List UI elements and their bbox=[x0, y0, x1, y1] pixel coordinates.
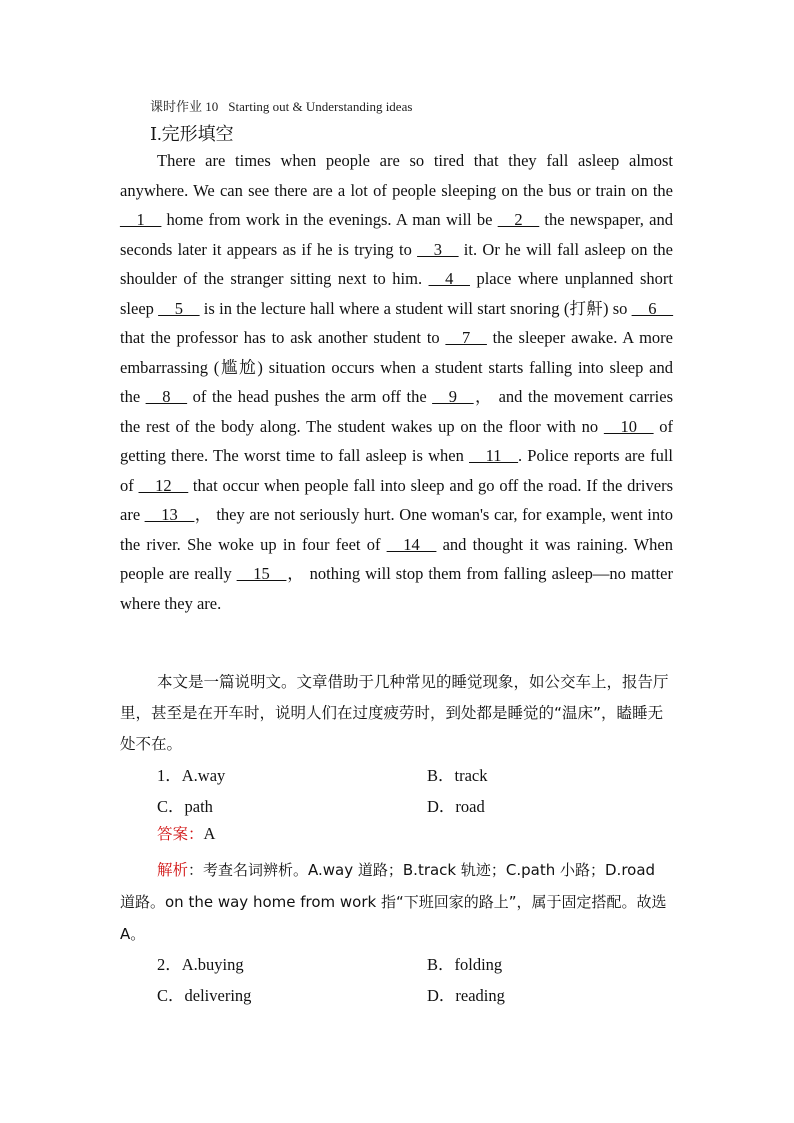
answer-line bbox=[157, 822, 215, 844]
q2-option-a[interactable]: 2．A.buying bbox=[157, 955, 244, 974]
cloze-blank[interactable]: __2__ bbox=[497, 210, 540, 229]
passage-text: and thought it was raining. When people are really bbox=[120, 534, 673, 583]
cloze-blank[interactable]: __5__ bbox=[158, 298, 200, 318]
cloze-blank[interactable]: __1__ bbox=[120, 210, 162, 229]
passage-text: of getting there. The worst time to fall asleep is when bbox=[120, 416, 673, 465]
passage-text: it. Or he will fall asleep on the shoulder of the stranger sitting next to him. bbox=[120, 239, 673, 288]
cloze-blank[interactable]: __12__ bbox=[138, 475, 189, 495]
q2-option-b[interactable]: B．folding bbox=[427, 955, 503, 974]
lesson-label: 课时作业 10 bbox=[150, 99, 219, 114]
q2-option-c[interactable]: C．delivering bbox=[157, 986, 252, 1005]
cloze-blank[interactable]: __7__ bbox=[445, 328, 487, 347]
passage-text: ， and the movement carries the rest of the body along. The student wakes up on the floor with no bbox=[120, 387, 673, 436]
passage-text: that the professor has to ask another student to bbox=[120, 328, 446, 347]
q1-option-d[interactable]: D．road bbox=[427, 797, 485, 816]
explanation-text: ：考查名词辨析。A.way 道路；B.track 轨迹；C.path 小路；D.road 道路。on the way home from work 指“下班回家的路上”，属于固定搭配。故选 A。 bbox=[120, 861, 667, 943]
q1-option-a[interactable]: 1．A.way bbox=[157, 766, 226, 785]
passage-text: that occur when people fall into sleep and go off the road. If the drivers are bbox=[120, 475, 673, 524]
cloze-blank[interactable]: __11__ bbox=[469, 446, 518, 465]
passage-text: the sleeper awake. A more embarrassing (尴尬) situation occurs when a student starts falling into sleep and the bbox=[120, 328, 673, 406]
passage-text: ， nothing will stop them from falling asleep—no matter where they are. bbox=[120, 564, 673, 613]
passage-text: There are times when people are so tired that they fall asleep almost anywhere. We can see there are a lot of people sleeping on the bus or train on the bbox=[120, 151, 673, 200]
answer-value: A bbox=[203, 824, 216, 843]
passage-text: ， they are not seriously hurt. One woman's car, for example, went into the river. She woke up in four feet of bbox=[120, 505, 673, 554]
passage-text: the newspaper, and seconds later it appears as if he is trying to bbox=[120, 210, 674, 259]
passage-paragraph bbox=[120, 146, 673, 618]
passage-text: . Police reports are full of bbox=[120, 446, 673, 495]
cloze-blank[interactable]: __13__ bbox=[144, 505, 195, 524]
cloze-blank[interactable]: __9__ bbox=[432, 387, 474, 406]
page-header bbox=[150, 96, 412, 115]
summary-text: 本文是一篇说明文。文章借助于几种常见的睡觉现象，如公交车上，报告厅里，甚至是在开车时，说明人们在过度疲劳时，到处都是睡觉的“温床”，瞌睡无处不在。 bbox=[120, 673, 669, 753]
cloze-blank[interactable]: __14__ bbox=[386, 534, 437, 554]
cloze-passage bbox=[120, 146, 673, 618]
cloze-blank[interactable]: __3__ bbox=[417, 239, 459, 259]
section-title: Ⅰ.完形填空 bbox=[150, 124, 234, 144]
explanation bbox=[120, 854, 673, 950]
explanation-label: 解析 bbox=[157, 861, 189, 879]
passage-text: is in the lecture hall where a student will start snoring (打鼾) so bbox=[199, 298, 632, 318]
cloze-blank[interactable]: __8__ bbox=[145, 387, 188, 406]
cloze-blank[interactable]: __4__ bbox=[428, 269, 470, 288]
passage-text: place where unplanned short sleep bbox=[120, 269, 673, 318]
lesson-title: Starting out & Understanding ideas bbox=[228, 99, 413, 114]
passage-text: home from work in the evenings. A man will be bbox=[161, 210, 498, 229]
q1-option-c[interactable]: C．path bbox=[157, 797, 213, 816]
passage-summary bbox=[120, 667, 673, 760]
answer-label: 答案： bbox=[157, 825, 204, 843]
cloze-blank[interactable]: __15__ bbox=[236, 564, 287, 583]
cloze-blank[interactable]: __6__ bbox=[631, 298, 674, 318]
q2-option-d[interactable]: D．reading bbox=[427, 986, 505, 1005]
cloze-blank[interactable]: __10__ bbox=[603, 416, 654, 436]
passage-text: of the head pushes the arm off the bbox=[187, 387, 433, 406]
q1-option-b[interactable]: B．track bbox=[427, 766, 488, 785]
